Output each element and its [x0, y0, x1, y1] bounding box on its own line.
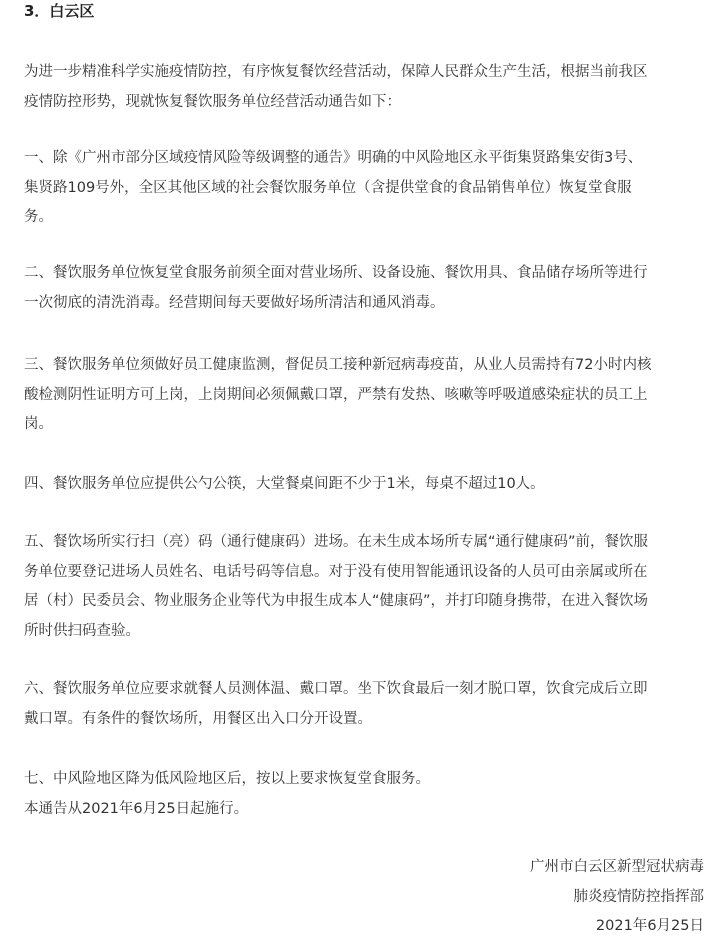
text-line: 所时供扫码查验。 — [24, 622, 140, 639]
text-line: 二、餐饮服务单位恢复堂食服务前须全面对营业场所、设备设施、餐饮用具、食品储存场所等进行 — [24, 265, 648, 281]
signature-date: 2021年6月25日 — [595, 918, 704, 934]
text-line: 为进一步精准科学实施疫情防控，有序恢复餐饮经营活动，保障人民群众生产生活，根据当前我区 — [24, 64, 648, 80]
text-line: 酸检测阴性证明方可上岗，上岗期间必须佩戴口罩，严禁有发热、咳嗽等呼吸道感染症状的员工上 — [24, 386, 648, 403]
text-line: 七、中风险地区降为低风险地区后，按以上要求恢复堂食服务。 — [24, 771, 430, 787]
item-5-paragraph — [24, 528, 704, 646]
text-line: 务。 — [24, 209, 53, 225]
text-line: 岗。 — [24, 416, 53, 432]
text-line: 疫情防控形势，现就恢复餐饮服务单位经营活动通告如下： — [24, 93, 401, 110]
text-line: 一、除《广州市部分区域疫情风险等级调整的通告》明确的中风险地区永平街集贤路集安街3号、 — [24, 150, 643, 166]
text-line: 六、餐饮服务单位应要求就餐人员测体温、戴口罩。坐下饮食最后一刻才脱口罩，饮食完成后立即 — [24, 681, 648, 697]
item-7-paragraph — [24, 765, 704, 824]
item-2-paragraph — [24, 259, 704, 318]
signature-org-line-2: 肺炎疫情防控指挥部 — [573, 889, 704, 905]
signature-org-line-1: 广州市白云区新型冠状病毒 — [530, 859, 704, 875]
section-heading: 3．白云区 — [24, 2, 95, 20]
item-1-paragraph — [24, 144, 704, 233]
item-6-paragraph — [24, 675, 704, 734]
text-line: 本通告从2021年6月25日起施行。 — [24, 800, 249, 817]
text-line: 戴口罩。有条件的餐饮场所，用餐区出入口分开设置。 — [24, 710, 372, 727]
item-4-paragraph — [24, 470, 704, 500]
text-line: 一次彻底的清洗消毒。经营期间每天要做好场所清洁和通风消毒。 — [24, 294, 445, 311]
text-line: 三、餐饮服务单位须做好员工健康监测，督促员工接种新冠病毒疫苗，从业人员需持有72小时内核 — [24, 357, 652, 373]
text-line: 集贤路109号外，全区其他区域的社会餐饮服务单位（含提供堂食的食品销售单位）恢复堂食服 — [24, 179, 632, 196]
intro-paragraph — [24, 58, 704, 117]
text-line: 五、餐饮场所实行扫（亮）码（通行健康码）进场。在未生成本场所专属“通行健康码”前，餐饮服 — [24, 534, 649, 550]
text-line: 四、餐饮服务单位应提供公勺公筷，大堂餐桌间距不少于1米，每桌不超过10人。 — [24, 476, 545, 492]
item-3-paragraph — [24, 351, 704, 440]
text-line: 务单位要登记进场人员姓名、电话号码等信息。对于没有使用智能通讯设备的人员可由亲属或所在 — [24, 563, 648, 580]
text-line: 居（村）民委员会、物业服务企业等代为申报生成本人“健康码”，并打印随身携带，在进入餐饮场 — [24, 593, 649, 609]
